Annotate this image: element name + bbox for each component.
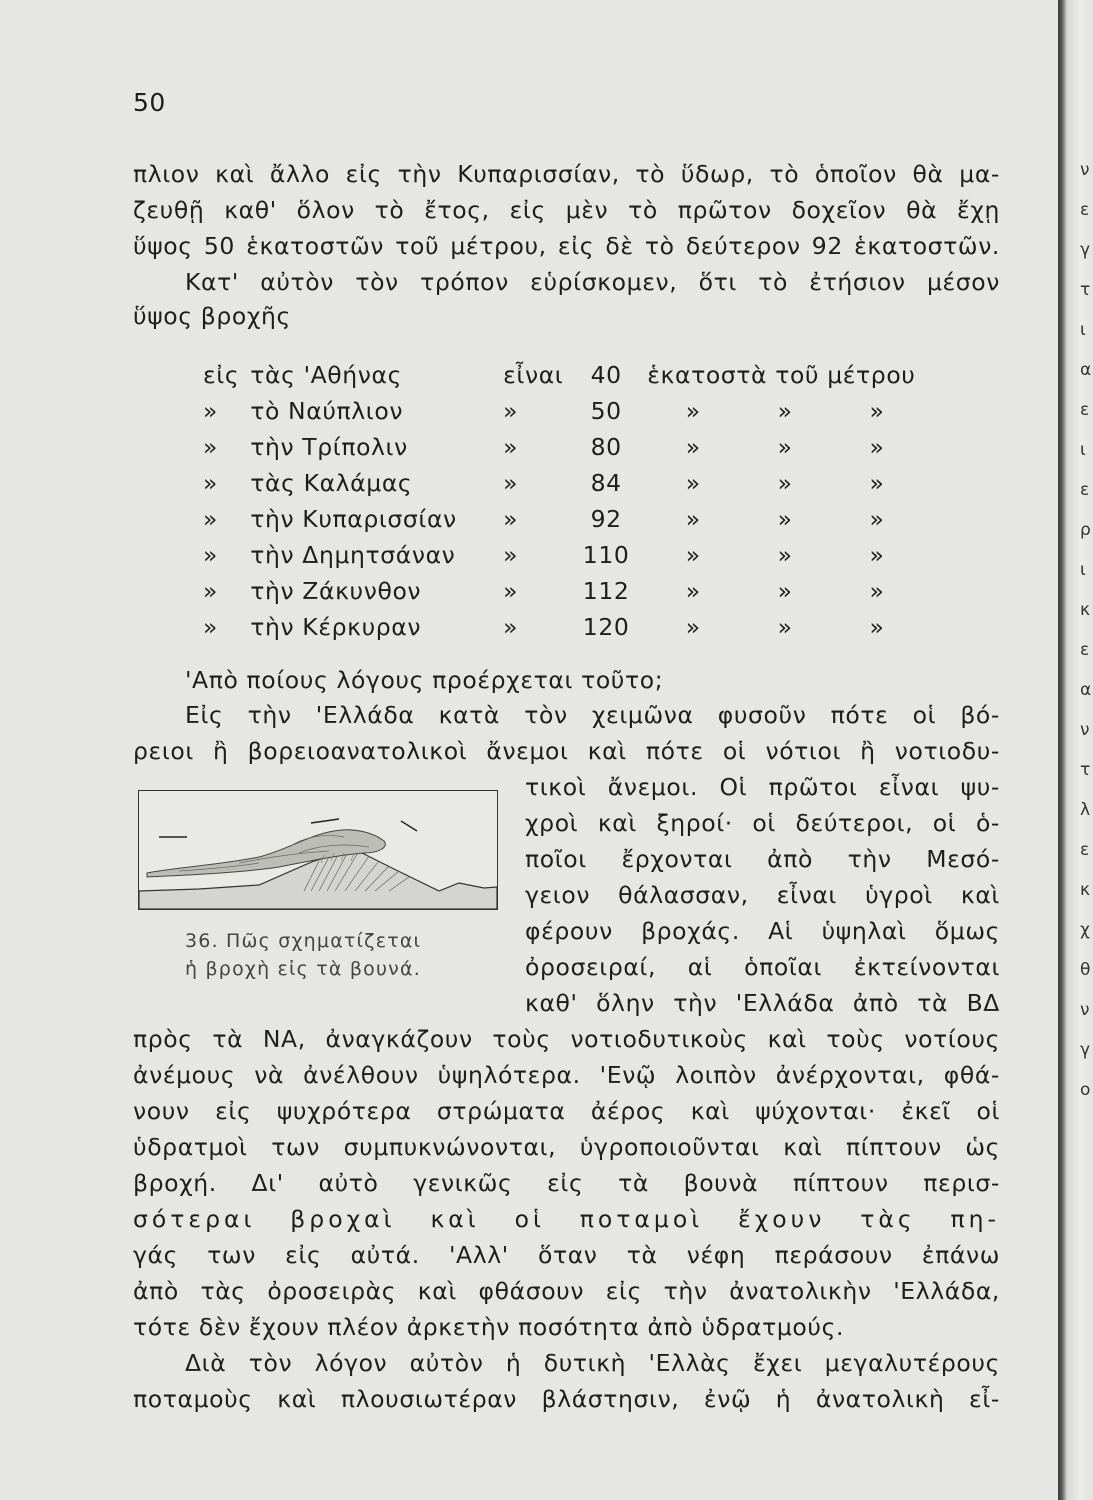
ditto-mark: » xyxy=(869,577,885,605)
text-line: πλιον καὶ ἄλλο εἰς τὴν Κυπαρισσίαν, τὸ ὕδωρ, τὸ ὁποῖον θὰ μα- xyxy=(133,160,1000,188)
ditto-mark: » xyxy=(503,397,519,425)
rainfall-table xyxy=(203,357,923,645)
text-line: ζευθῇ καθ' ὅλον τὸ ἔτος, εἰς μὲν τὸ πρῶτον δοχεῖον θὰ ἔχῃ xyxy=(133,196,1000,224)
ditto-mark: » xyxy=(503,541,519,569)
question-line: 'Απὸ ποίους λόγους προέρχεται τοῦτο; xyxy=(185,666,664,694)
verb: εἶναι xyxy=(503,361,564,389)
ditto-mark: » xyxy=(203,577,218,605)
place-name: τὴν Ζάκυνθον xyxy=(250,577,422,605)
ditto-mark: » xyxy=(503,433,519,461)
text-line: γειον θάλασσαν, εἶναι ὑγροὶ καὶ xyxy=(525,881,1000,909)
facing-page-letter: χ xyxy=(1080,920,1090,940)
text-line: ποῖοι ἔρχονται ἀπὸ τὴν Μεσό- xyxy=(525,845,1000,873)
facing-page-letter: ε xyxy=(1080,400,1090,420)
rainfall-value: 92 xyxy=(590,505,622,533)
table-row xyxy=(203,357,923,393)
facing-page-letter: ν xyxy=(1080,160,1090,180)
text-line: τικοὶ ἄνεμοι. Οἱ πρῶτοι εἶναι ψυ- xyxy=(525,773,1000,801)
text-line: σότεραι βροχαὶ καὶ οἱ ποταμοὶ ἔχουν τὰς πη- xyxy=(133,1205,1000,1233)
facing-page-letter: ν xyxy=(1080,1000,1090,1020)
ditto-mark: » xyxy=(203,613,218,641)
place-name: τὴν Τρίπολιν xyxy=(250,433,408,461)
ditto-mark: » xyxy=(685,613,701,641)
place-name: τὴν Κέρκυραν xyxy=(250,613,422,641)
facing-page-letter: ε xyxy=(1080,480,1090,500)
table-row xyxy=(203,537,923,573)
place-name: τὰς 'Αθήνας xyxy=(250,361,402,389)
text-line: Κατ' αὐτὸν τὸν τρόπον εὑρίσκομεν, ὅτι τὸ ἐτήσιον μέσον xyxy=(185,268,1000,296)
preposition: εἰς xyxy=(203,361,240,389)
facing-page-letter: ρ xyxy=(1080,520,1091,540)
page-number: 50 xyxy=(133,88,166,117)
text-line: ὕψος 50 ἑκατοστῶν τοῦ μέτρου, εἰς δὲ τὸ δεύτερον 92 ἑκατοστῶν. xyxy=(133,232,1000,260)
ditto-mark: » xyxy=(685,397,701,425)
figure-caption: ἡ βροχὴ εἰς τὰ βουνά. xyxy=(185,958,421,980)
facing-page-letter: λ xyxy=(1080,800,1091,820)
table-row xyxy=(203,429,923,465)
facing-page-letter: ε xyxy=(1080,200,1090,220)
text-line: χροὶ καὶ ξηροί· οἱ δεύτεροι, οἱ ὁ- xyxy=(525,809,1000,837)
facing-page-letter: θ xyxy=(1080,960,1091,980)
text-line: καθ' ὅλην τὴν 'Ελλάδα ἀπὸ τὰ ΒΔ xyxy=(525,989,1000,1017)
table-row xyxy=(203,465,923,501)
unit-label: ἑκατοστὰ τοῦ μέτρου xyxy=(647,361,916,389)
facing-page-letter: κ xyxy=(1080,600,1091,620)
text-line: γάς των εἰς αὐτά. 'Αλλ' ὅταν τὰ νέφη περάσουν ἐπάνω xyxy=(133,1241,1000,1269)
figure-caption: 36. Πῶς σχηματίζεται xyxy=(185,930,422,952)
ditto-mark: » xyxy=(777,433,793,461)
facing-page-letter: ο xyxy=(1080,1080,1091,1100)
ditto-mark: » xyxy=(203,397,218,425)
place-name: τὸ Ναύπλιον xyxy=(250,397,404,425)
ditto-mark: » xyxy=(869,397,885,425)
facing-page-letter: α xyxy=(1080,360,1092,380)
ditto-mark: » xyxy=(685,577,701,605)
ditto-mark: » xyxy=(869,613,885,641)
ditto-mark: » xyxy=(503,613,519,641)
ditto-mark: » xyxy=(203,505,218,533)
ditto-mark: » xyxy=(777,613,793,641)
text-line: ἀπὸ τὰς ὀροσειρὰς καὶ φθάσουν εἰς τὴν ἀνατολικὴν 'Ελλάδα, xyxy=(133,1277,1000,1305)
facing-page-letter: α xyxy=(1080,680,1092,700)
table-row xyxy=(203,573,923,609)
ditto-mark: » xyxy=(685,433,701,461)
facing-page-letter: γ xyxy=(1080,240,1091,260)
ditto-mark: » xyxy=(869,505,885,533)
facing-page-letter: ε xyxy=(1080,840,1090,860)
mountain-cloud-drawing xyxy=(139,791,497,909)
rainfall-value: 120 xyxy=(582,613,630,641)
ditto-mark: » xyxy=(777,577,793,605)
rainfall-value: 112 xyxy=(582,577,630,605)
place-name: τὰς Καλάμας xyxy=(250,469,413,497)
facing-page-letter: τ xyxy=(1080,760,1091,780)
text-line: ὕψος βροχῆς xyxy=(133,302,291,330)
rainfall-value: 110 xyxy=(582,541,630,569)
rainfall-value: 40 xyxy=(590,361,622,389)
facing-page-letter: ν xyxy=(1080,720,1090,740)
place-name: τὴν Κυπαρισσίαν xyxy=(250,505,457,533)
facing-page-letter: ι xyxy=(1080,320,1086,340)
text-line: Διὰ τὸν λόγον αὐτὸν ἡ δυτικὴ 'Ελλὰς ἔχει μεγαλυτέρους xyxy=(185,1349,1000,1377)
ditto-mark: » xyxy=(503,469,519,497)
table-row xyxy=(203,609,923,645)
facing-page-letter: ι xyxy=(1080,440,1086,460)
ditto-mark: » xyxy=(869,541,885,569)
facing-page-letter: ε xyxy=(1080,640,1090,660)
rain-formation-illustration xyxy=(138,790,498,910)
facing-page-letter: ι xyxy=(1080,560,1086,580)
ditto-mark: » xyxy=(869,433,885,461)
text-line: βροχή. Δι' αὐτὸ γενικῶς εἰς τὰ βουνὰ πίπτουν περισ- xyxy=(133,1169,1000,1197)
text-line: Εἰς τὴν 'Ελλάδα κατὰ τὸν χειμῶνα φυσοῦν πότε οἱ βό- xyxy=(185,701,1000,729)
rainfall-value: 50 xyxy=(590,397,622,425)
text-line: ὑδρατμοὶ των συμπυκνώνονται, ὑγροποιοῦνται καὶ πίπτουν ὡς xyxy=(133,1133,1000,1161)
text-line: πρὸς τὰ ΝΑ, ἀναγκάζουν τοὺς νοτιοδυτικοὺς καὶ τοὺς νοτίους xyxy=(133,1025,1000,1053)
ditto-mark: » xyxy=(203,433,218,461)
ditto-mark: » xyxy=(777,469,793,497)
text-line: ὀροσειραί, αἱ ὁποῖαι ἐκτείνονται xyxy=(525,953,1000,981)
text-line: ποταμοὺς καὶ πλουσιωτέραν βλάστησιν, ἐνῷ ἡ ἀνατολικὴ εἶ- xyxy=(133,1385,1000,1413)
facing-page-letter: γ xyxy=(1080,1040,1091,1060)
place-name: τὴν Δημητσάναν xyxy=(250,541,456,569)
ditto-mark: » xyxy=(869,469,885,497)
rainfall-value: 84 xyxy=(590,469,622,497)
facing-page-letter: τ xyxy=(1080,280,1091,300)
text-line: ἀνέμους νὰ ἀνέλθουν ὑψηλότερα. 'Ενῷ λοιπὸν ἀνέρχονται, φθά- xyxy=(133,1061,1000,1089)
ditto-mark: » xyxy=(777,397,793,425)
wind-arrows xyxy=(159,819,417,837)
text-line: ρειοι ἢ βορειοανατολικοὶ ἄνεμοι καὶ πότε οἱ νότιοι ἢ νοτιοδυ- xyxy=(133,737,1000,765)
ditto-mark: » xyxy=(685,505,701,533)
table-row xyxy=(203,393,923,429)
rainfall-value: 80 xyxy=(590,433,622,461)
facing-page-letter: κ xyxy=(1080,880,1091,900)
ditto-mark: » xyxy=(685,541,701,569)
ditto-mark: » xyxy=(777,505,793,533)
text-line: φέρουν βροχάς. Αἱ ὑψηλαὶ ὅμως xyxy=(525,917,1000,945)
ditto-mark: » xyxy=(503,577,519,605)
text-line: τότε δὲν ἔχουν πλέον ἀρκετὴν ποσότητα ἀπὸ ὑδρατμούς. xyxy=(133,1313,845,1341)
ditto-mark: » xyxy=(203,541,218,569)
ditto-mark: » xyxy=(203,469,218,497)
text-line: νουν εἰς ψυχρότερα στρώματα ἀέρος καὶ ψύχονται· ἐκεῖ οἱ xyxy=(133,1097,1000,1125)
ditto-mark: » xyxy=(503,505,519,533)
table-row xyxy=(203,501,923,537)
facing-page-edge xyxy=(1080,150,1093,1110)
ditto-mark: » xyxy=(777,541,793,569)
ditto-mark: » xyxy=(685,469,701,497)
